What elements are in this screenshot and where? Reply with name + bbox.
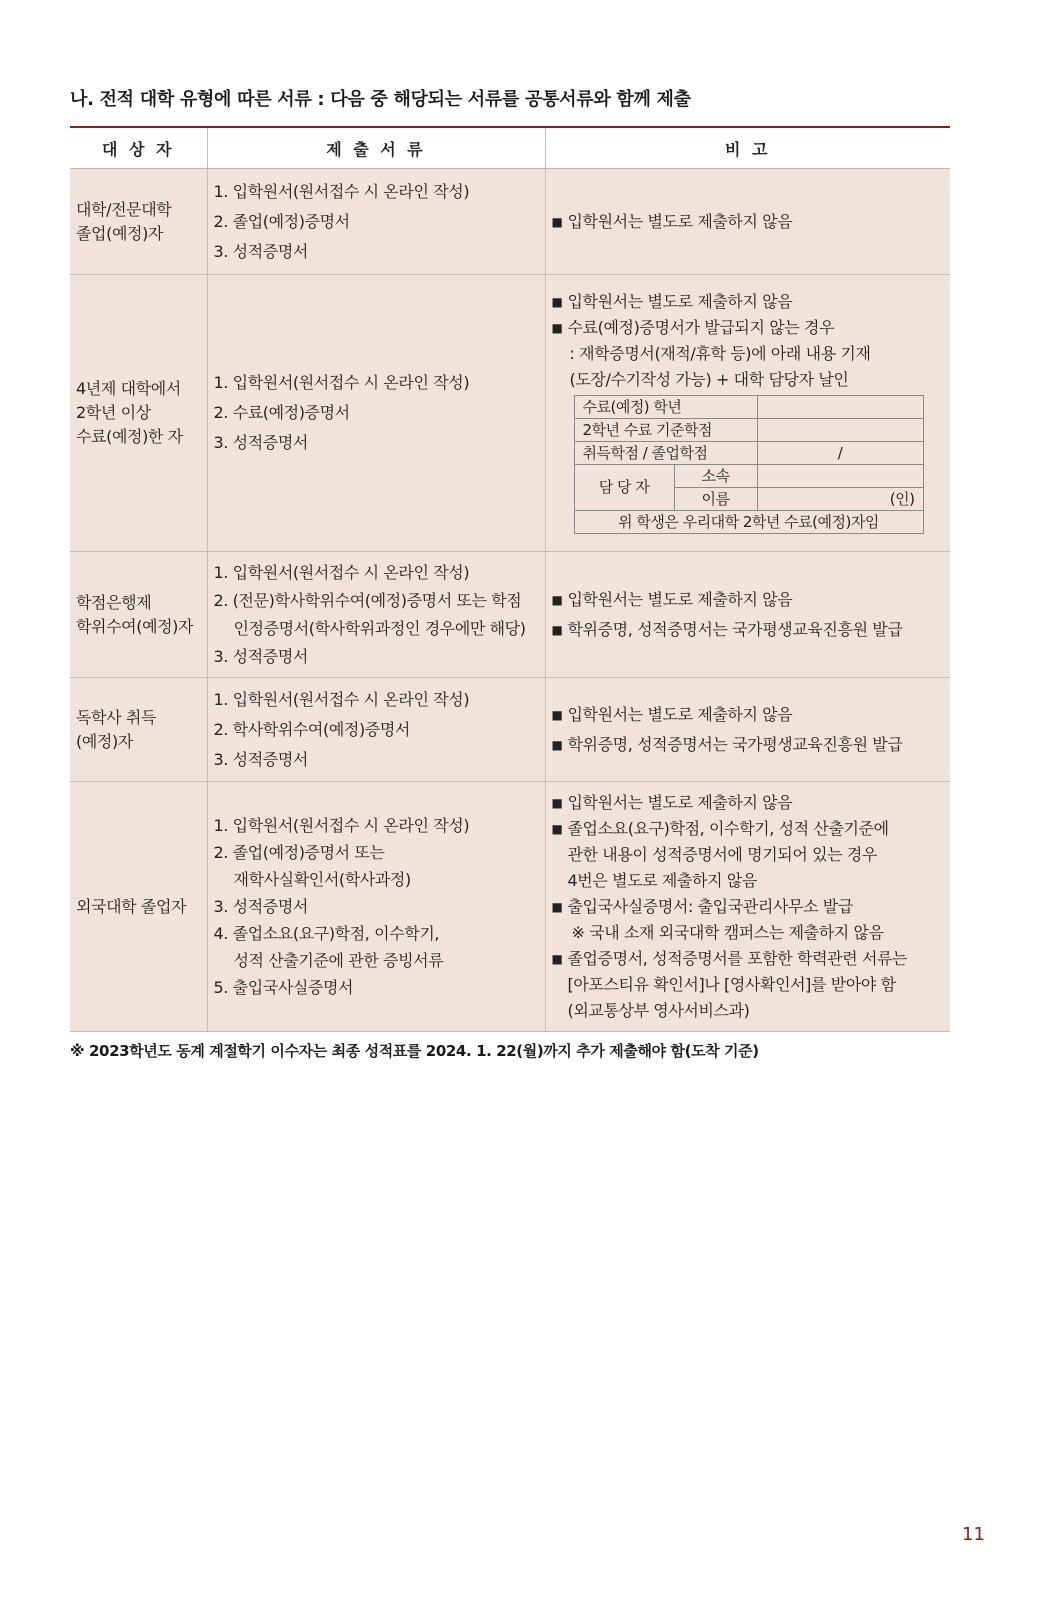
note-subline: : 재학증명서(재적/휴학 등)에 아래 내용 기재 (569, 343, 871, 363)
bullet-square-icon: ■ (551, 795, 563, 810)
doc-item: 2. 수료(예정)증명서 (213, 403, 350, 422)
bullet-square-icon: ■ (551, 899, 563, 914)
section-heading: 나. 전적 대학 유형에 따른 서류 : 다음 중 해당되는 서류를 공통서류와 함께 제출 (70, 89, 691, 110)
cert-label: 취득학점 / 졸업학점 (574, 441, 757, 464)
doc-item: 3. 성적증명서 (213, 897, 308, 916)
note-item: ■ 입학원서는 별도로 제출하지 않음 (552, 585, 945, 615)
certificate-form-table (574, 395, 924, 534)
doc-item: 3. 성적증명서 (213, 241, 308, 261)
bullet-square-icon: ■ (551, 592, 563, 607)
cert-value (757, 395, 923, 418)
note-item: ■ 입학원서는 별도로 제출하지 않음 (552, 790, 945, 816)
note-item: ■ 졸업소요(요구)학점, 이수학기, 성적 산출기준에 관한 내용이 성적증명서에 명기되어 있는 경우 4번은 별도로 제출하지 않음 (552, 816, 945, 894)
table-row (70, 552, 950, 678)
target-cell: 학점은행제 학위수여(예정)자 (70, 552, 207, 678)
cert-manager-label: 담 당 자 (574, 464, 674, 510)
remarks-cell (545, 169, 950, 275)
remarks-cell (545, 552, 950, 678)
cert-value: / (757, 441, 923, 464)
doc-item: 1. 입학원서(원서접수 시 온라인 작성) (213, 181, 470, 201)
doc-item: 4. 졸업소요(요구)학점, 이수학기, 성적 산출기준에 관한 증빙서류 (213, 924, 444, 970)
note-item: ■ 수료(예정)증명서가 발급되지 않는 경우 (552, 315, 945, 341)
documents-table (70, 126, 950, 1032)
doc-item: 1. 입학원서(원서접수 시 온라인 작성) (213, 373, 470, 392)
table-row (70, 678, 950, 782)
doc-item: 2. (전문)학사학위수여(예정)증명서 또는 학점 인정증명서(학사학위과정인 경우에만 해당) (213, 590, 526, 638)
bullet-square-icon: ■ (551, 294, 563, 309)
page-number: 11 (962, 1524, 985, 1545)
cert-value (757, 418, 923, 441)
doc-item: 1. 입학원서(원서접수 시 온라인 작성) (213, 816, 470, 835)
bullet-square-icon: ■ (551, 214, 563, 229)
target-cell: 독학사 취득 (예정)자 (70, 678, 207, 782)
cert-footer: 위 학생은 우리대학 2학년 수료(예정)자임 (574, 510, 923, 533)
documents-cell (207, 782, 545, 1032)
table-row (70, 782, 950, 1032)
cert-seal: (인) (757, 487, 923, 510)
bullet-square-icon: ■ (551, 707, 563, 722)
note-item: ■ 입학원서는 별도로 제출하지 않음 (552, 207, 945, 237)
note-item: ■ 학위증명, 성적증명서는 국가평생교육진흥원 발급 (552, 730, 945, 760)
documents-cell (207, 552, 545, 678)
doc-item: 3. 성적증명서 (213, 433, 308, 452)
cert-label: 수료(예정) 학년 (574, 395, 757, 418)
note-item: ■ 학위증명, 성적증명서는 국가평생교육진흥원 발급 (552, 615, 945, 645)
remarks-cell (545, 782, 950, 1032)
table-row (70, 169, 950, 275)
doc-item: 2. 졸업(예정)증명서 또는 재학사실확인서(학사과정) (213, 843, 411, 889)
doc-item: 5. 출입국사실증명서 (213, 978, 354, 997)
target-cell: 대학/전문대학 졸업(예정)자 (70, 169, 207, 275)
header-documents: 제 출 서 류 (207, 127, 545, 169)
doc-item: 3. 성적증명서 (213, 749, 308, 769)
bullet-square-icon: ■ (551, 737, 563, 752)
documents-cell (207, 169, 545, 275)
footnote: ※ 2023학년도 동계 계절학기 이수자는 최종 성적표를 2024. 1. 22(월)까지 추가 제출해야 함(도착 기준) (70, 1042, 759, 1060)
target-cell: 4년제 대학에서 2학년 이상 수료(예정)한 자 (70, 275, 207, 552)
table-header-row (70, 127, 950, 169)
note-item: ■ 입학원서는 별도로 제출하지 않음 (552, 700, 945, 730)
doc-item: 2. 학사학위수여(예정)증명서 (213, 719, 410, 739)
header-remarks: 비 고 (545, 127, 950, 169)
doc-item: 2. 졸업(예정)증명서 (213, 211, 350, 231)
note-item: ■ 입학원서는 별도로 제출하지 않음 (552, 289, 945, 315)
documents-cell (207, 275, 545, 552)
bullet-square-icon: ■ (551, 821, 563, 836)
documents-cell (207, 678, 545, 782)
doc-item: 1. 입학원서(원서접수 시 온라인 작성) (213, 562, 470, 582)
cert-affil-label: 소속 (674, 464, 757, 487)
bullet-square-icon: ■ (551, 622, 563, 637)
bullet-square-icon: ■ (551, 320, 563, 335)
note-item: ■ 출입국사실증명서: 출입국관리사무소 발급 ※ 국내 소재 외국대학 캠퍼스는 제출하지 않음 (552, 894, 945, 946)
doc-item: 1. 입학원서(원서접수 시 온라인 작성) (213, 689, 470, 709)
bullet-square-icon: ■ (551, 951, 563, 966)
note-subline: (도장/수기작성 가능) + 대학 담당자 날인 (569, 369, 849, 389)
remarks-cell (545, 275, 950, 552)
remarks-cell (545, 678, 950, 782)
cert-name-label: 이름 (674, 487, 757, 510)
header-target: 대 상 자 (70, 127, 207, 169)
note-item: ■ 졸업증명서, 성적증명서를 포함한 학력관련 서류는 [아포스티유 확인서]나 [영사확인서]를 받아야 함 (외교통상부 영사서비스과) (552, 946, 945, 1024)
cert-value (757, 464, 923, 487)
table-row (70, 275, 950, 552)
cert-label: 2학년 수료 기준학점 (574, 418, 757, 441)
target-cell: 외국대학 졸업자 (70, 782, 207, 1032)
doc-item: 3. 성적증명서 (213, 646, 308, 666)
